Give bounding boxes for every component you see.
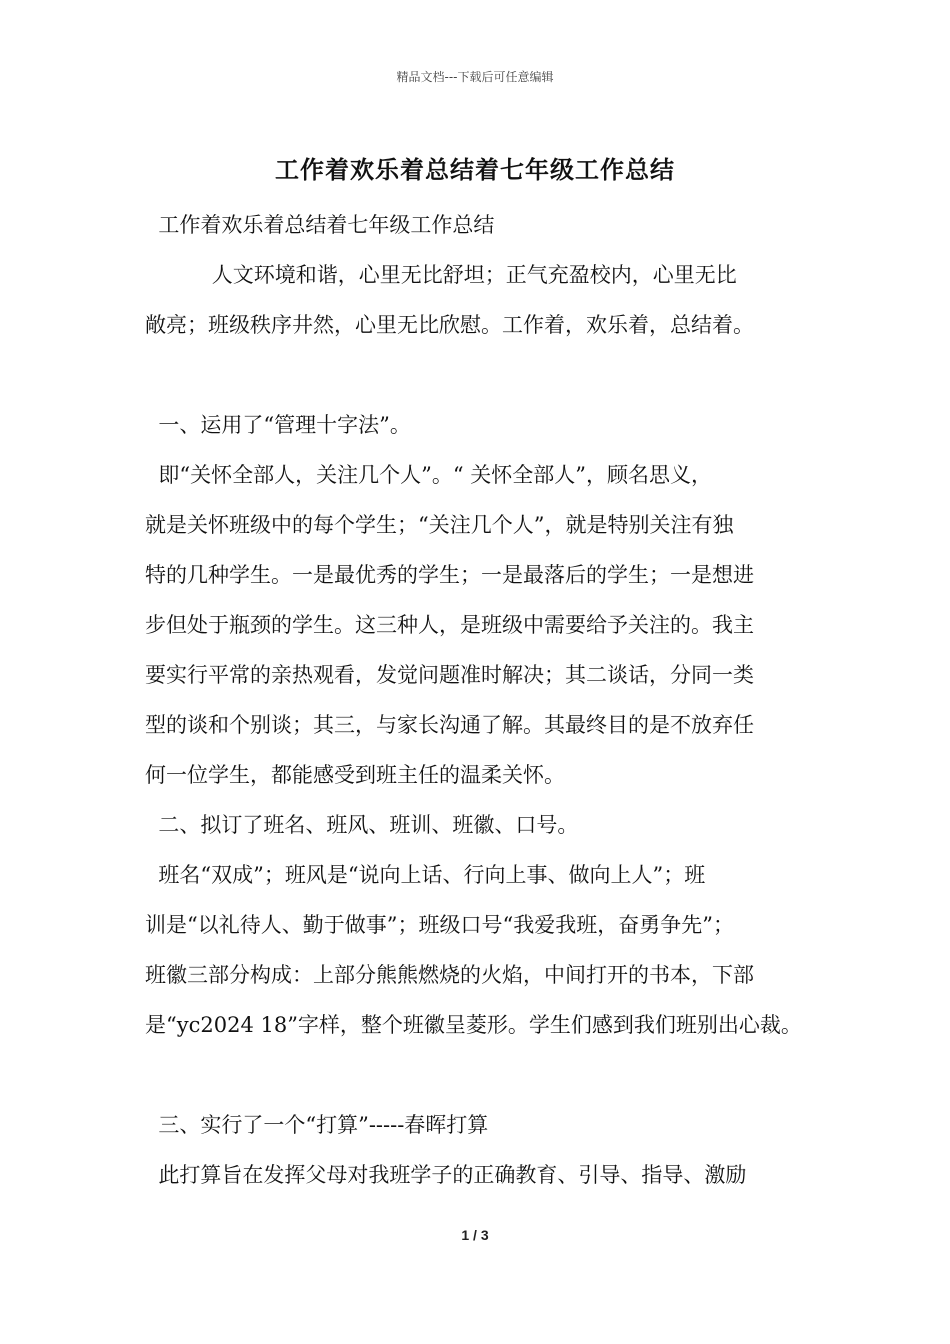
paragraph-line: 型的谈和个别谈；其三，与家长沟通了解。其最终目的是不放弃任 (145, 713, 754, 737)
paragraph-line: 何一位学生，都能感受到班主任的温柔关怀。 (145, 763, 565, 787)
page-header-note: 精品文档---下载后可任意编辑 (396, 70, 554, 84)
document-title: 工作着欢乐着总结着七年级工作总结 (275, 155, 675, 184)
paragraph-line: 特的几种学生。一是最优秀的学生；一是最落后的学生；一是想进 (145, 563, 754, 587)
section-heading-3: 三、实行了一个“打算”-----春晖打算 (145, 1113, 489, 1137)
section-heading-2: 二、拟订了班名、班风、班训、班徽、口号。 (145, 813, 579, 837)
paragraph-line: 人文环境和谐，心里无比舒坦；正气充盈校内，心里无比 (145, 263, 737, 287)
paragraph-line: 敞亮；班级秩序井然，心里无比欣慰。工作着，欢乐着，总结着。 (145, 313, 754, 337)
blank-line (145, 1050, 815, 1100)
paragraph-line: 是“yc2024 18”字样，整个班徽呈菱形。学生们感到我们班别出心裁。 (145, 1013, 802, 1037)
paragraph-line: 即“关怀全部人，关注几个人”。“ 关怀全部人”，顾名思义， (145, 463, 712, 487)
paragraph-line: 班名“双成”；班风是“说向上话、行向上事、做向上人”；班 (145, 863, 706, 887)
paragraph-line: 此打算旨在发挥父母对我班学子的正确教育、引导、指导、激励 (145, 1163, 747, 1187)
paragraph-line: 就是关怀班级中的每个学生；“关注几个人”，就是特别关注有独 (145, 513, 734, 537)
paragraph-line: 要实行平常的亲热观看，发觉问题准时解决；其二谈话，分同一类 (145, 663, 754, 687)
paragraph-line: 班徽三部分构成：上部分熊熊燃烧的火焰，中间打开的书本，下部 (145, 963, 754, 987)
subtitle-line: 工作着欢乐着总结着七年级工作总结 (145, 213, 495, 237)
document-body (145, 200, 815, 1200)
section-heading-1: 一、运用了“管理十字法”。 (145, 413, 411, 437)
paragraph-line: 训是“以礼待人、勤于做事”；班级口号“我爱我班，奋勇争先”； (145, 913, 734, 937)
blank-line (145, 350, 815, 400)
paragraph-line: 步但处于瓶颈的学生。这三种人，是班级中需要给予关注的。我主 (145, 613, 754, 637)
page-number: 1 / 3 (461, 1227, 489, 1243)
